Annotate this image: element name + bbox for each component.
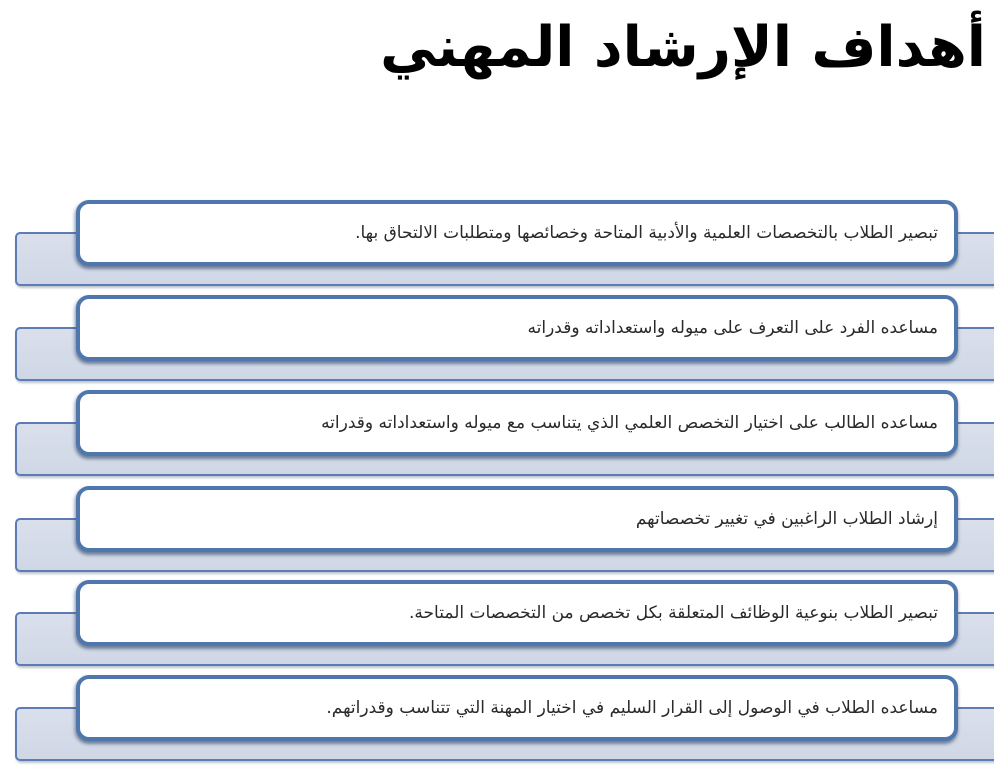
step-box xyxy=(76,295,958,361)
step-text: مساعده الفرد على التعرف على ميوله واستعداداته وقدراته xyxy=(527,317,938,338)
step-box xyxy=(76,200,958,266)
process-step xyxy=(0,390,994,478)
process-step xyxy=(0,675,994,763)
step-box xyxy=(76,580,958,646)
process-step xyxy=(0,200,994,288)
step-box xyxy=(76,486,958,552)
step-text: تبصير الطلاب بنوعية الوظائف المتعلقة بكل تخصص من التخصصات المتاحة. xyxy=(409,602,938,623)
process-step xyxy=(0,580,994,668)
step-box xyxy=(76,675,958,741)
process-step xyxy=(0,486,994,574)
step-text: مساعده الطلاب في الوصول إلى القرار السليم في اختيار المهنة التي تتناسب وقدراتهم. xyxy=(326,697,938,718)
process-step xyxy=(0,295,994,383)
step-text: تبصير الطلاب بالتخصصات العلمية والأدبية المتاحة وخصائصها ومتطلبات الالتحاق بها. xyxy=(355,222,938,243)
slide-title: أهداف الإرشاد المهني xyxy=(380,14,986,80)
step-text: مساعده الطالب على اختيار التخصص العلمي الذي يتناسب مع ميوله واستعداداته وقدراته xyxy=(321,412,938,433)
step-box xyxy=(76,390,958,456)
step-text: إرشاد الطلاب الراغبين في تغيير تخصصاتهم xyxy=(635,508,938,529)
